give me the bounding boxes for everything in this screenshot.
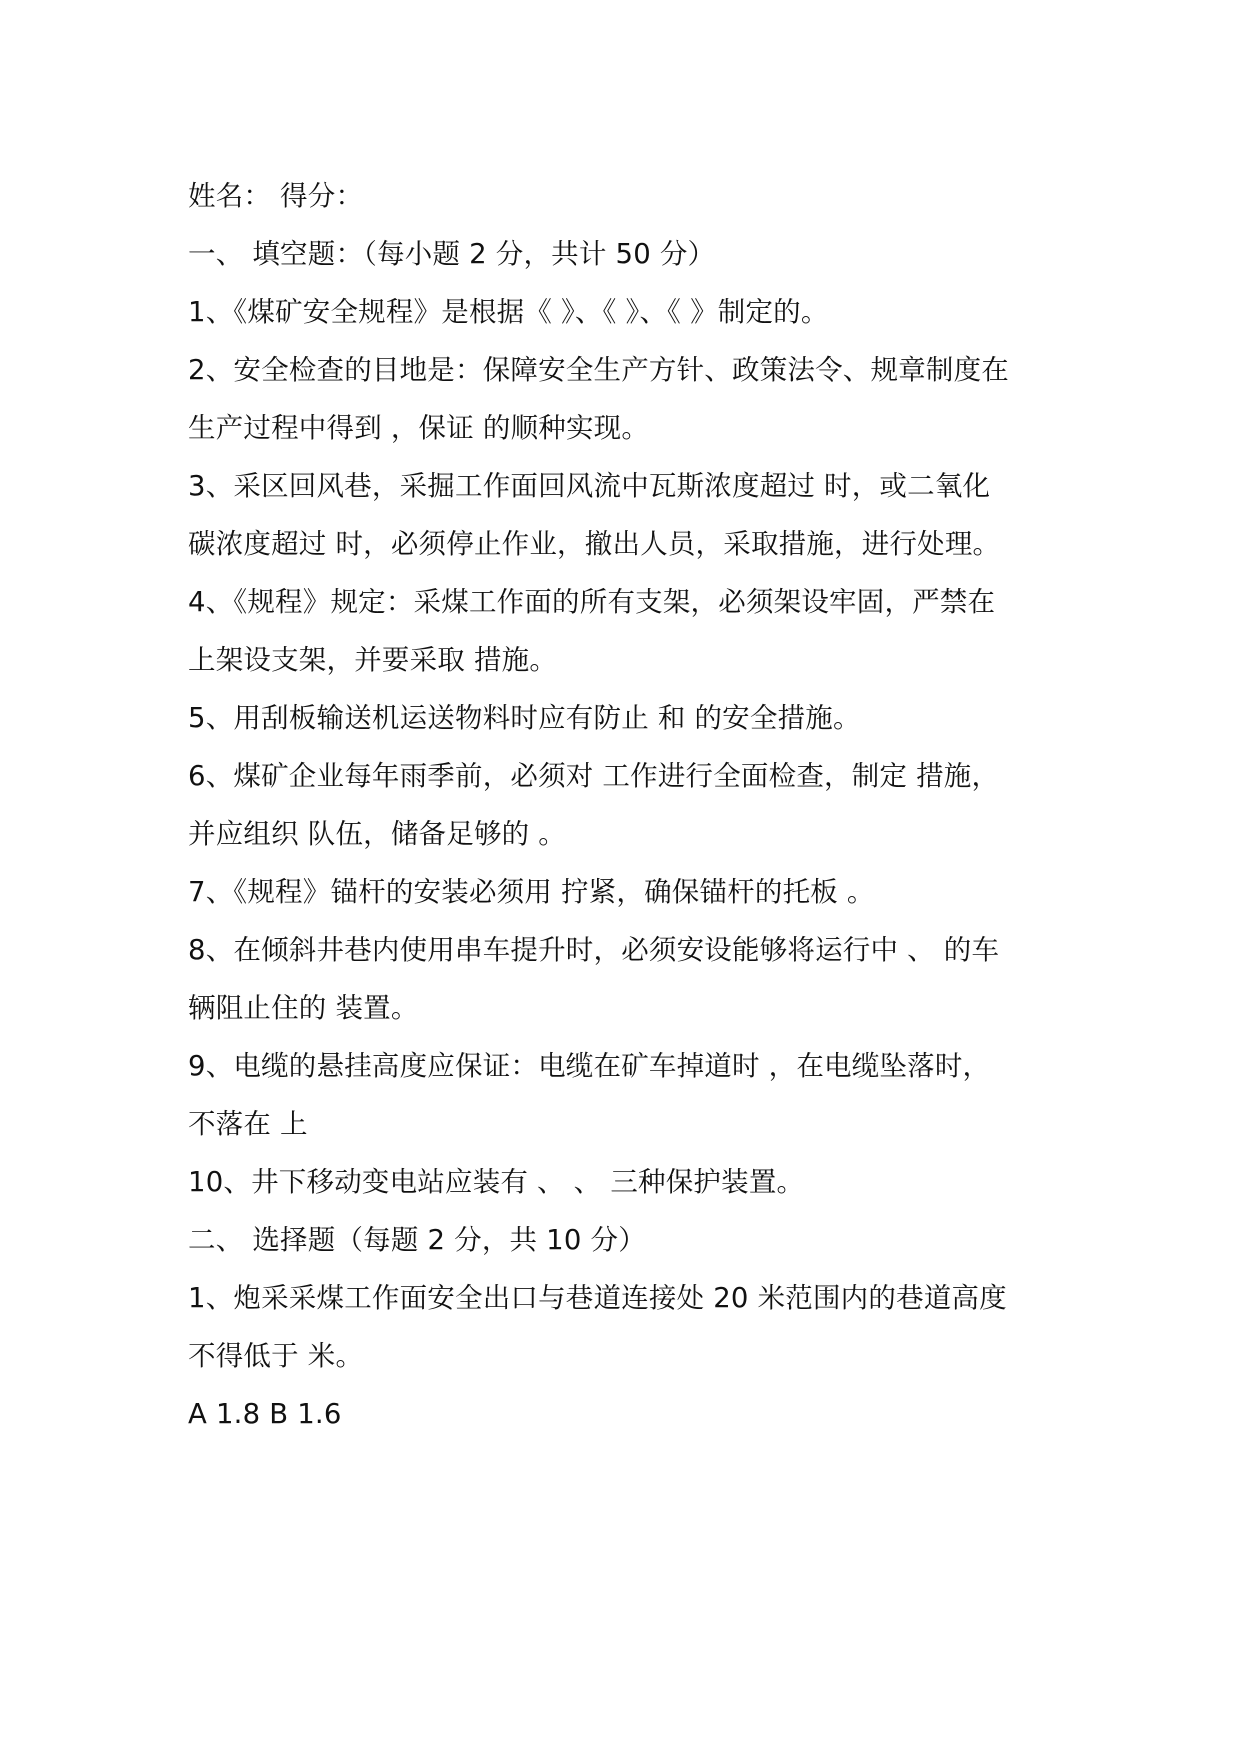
question-9-line-1: 9、电缆的悬挂高度应保证：电缆在矿车掉道时 ，在电缆坠落时， bbox=[188, 1050, 991, 1082]
question-3-line-1: 3、采区回风巷，采掘工作面回风流中瓦斯浓度超过 时，或二氧化 bbox=[188, 470, 991, 502]
question-2-line-2: 生产过程中得到 ，保证 的顺种实现。 bbox=[188, 412, 650, 444]
choice-question-1-options: A 1.8 B 1.6 bbox=[188, 1398, 342, 1430]
question-9-line-2: 不落在 上 bbox=[188, 1108, 308, 1140]
question-8-line-2: 辆阻止住的 装置。 bbox=[188, 992, 419, 1024]
section-heading-multiple-choice: 二、 选择题（每题 2 分，共 10 分） bbox=[188, 1224, 646, 1256]
question-2-line-1: 2、安全检查的目地是：保障安全生产方针、政策法令、规章制度在 bbox=[188, 354, 1009, 386]
question-8-line-1: 8、在倾斜井巷内使用串车提升时，必须安设能够将运行中 、 的车 bbox=[188, 934, 1000, 966]
section-heading-fill-blank: 一、 填空题：（每小题 2 分，共计 50 分） bbox=[188, 238, 716, 270]
name-score-line: 姓名： 得分： bbox=[188, 180, 364, 212]
question-4-line-1: 4、《规程》规定：采煤工作面的所有支架，必须架设牢固，严禁在 bbox=[188, 586, 996, 618]
question-5-line: 5、用刮板输送机运送物料时应有防止 和 的安全措施。 bbox=[188, 702, 861, 734]
question-3-line-2: 碳浓度超过 时，必须停止作业，撤出人员，采取措施，进行处理。 bbox=[188, 528, 1001, 560]
question-7-line: 7、《规程》锚杆的安装必须用 拧紧，确保锚杆的托板 。 bbox=[188, 876, 875, 908]
question-4-line-2: 上架设支架，并要采取 措施。 bbox=[188, 644, 558, 676]
question-6-line-1: 6、煤矿企业每年雨季前，必须对 工作进行全面检查，制定 措施， bbox=[188, 760, 1000, 792]
question-1-line: 1、《煤矿安全规程》是根据《 》、《 》、《 》制定的。 bbox=[188, 296, 829, 328]
question-10-line: 10、井下移动变电站应装有 、 、 三种保护装置。 bbox=[188, 1166, 805, 1198]
question-6-line-2: 并应组织 队伍，储备足够的 。 bbox=[188, 818, 566, 850]
choice-question-1-line-2: 不得低于 米。 bbox=[188, 1340, 364, 1372]
choice-question-1-line-1: 1、炮采采煤工作面安全出口与巷道连接处 20 米范围内的巷道高度 bbox=[188, 1282, 1007, 1314]
